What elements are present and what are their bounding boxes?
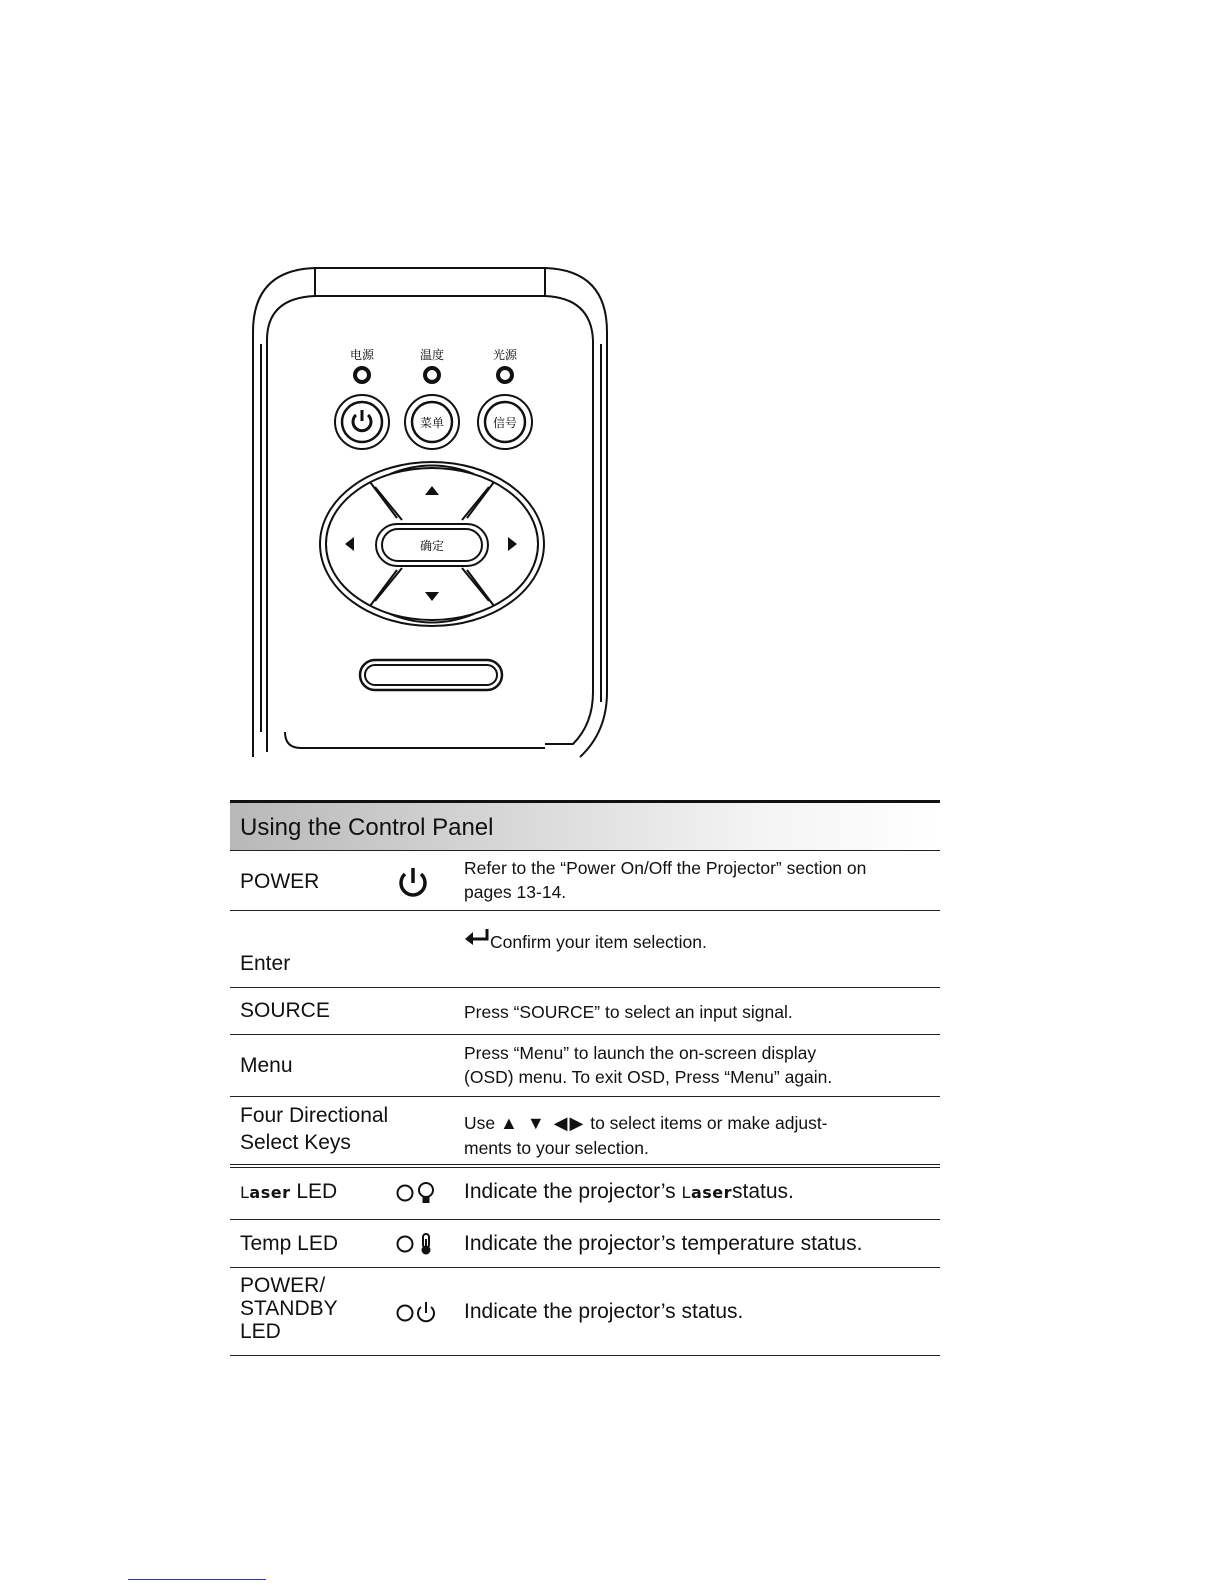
power-icon xyxy=(395,865,431,901)
row-label-word: aser xyxy=(249,1183,291,1202)
row-desc-prefix: Indicate the projector’s xyxy=(464,1180,682,1203)
row-label: Four Directional xyxy=(240,1104,389,1127)
row-desc-prefix: Use xyxy=(464,1113,496,1133)
source-button-label: 信号 xyxy=(492,416,518,430)
row-label: Enter xyxy=(240,952,291,975)
row-label: Menu xyxy=(240,1054,293,1077)
menu-button-label: 菜单 xyxy=(419,416,445,430)
lamp-led-icon xyxy=(395,1180,439,1206)
row-label-initial: L xyxy=(240,1183,250,1202)
enter-button-label: 确定 xyxy=(419,539,445,553)
power-button[interactable] xyxy=(335,395,389,449)
row-desc: Indicate the projector’s temperature status. xyxy=(464,1232,863,1255)
led-label-power: 电源 xyxy=(349,348,375,362)
table-row-enter xyxy=(230,910,940,987)
temp-led xyxy=(425,368,439,382)
row-label: SOURCE xyxy=(240,999,330,1022)
control-panel-table xyxy=(230,800,940,1356)
row-desc: Confirm your item selection. xyxy=(490,932,707,952)
power-led xyxy=(355,368,369,382)
row-label: Temp LED xyxy=(240,1232,339,1255)
table-row-power xyxy=(230,850,940,910)
row-desc: Refer to the “Power On/Off the Projector” section on xyxy=(464,858,867,878)
enter-button[interactable] xyxy=(376,524,488,566)
row-desc-word: aser xyxy=(690,1183,733,1202)
row-desc: Press “SOURCE” to select an input signal. xyxy=(464,1002,793,1022)
temp-led-icon xyxy=(395,1231,439,1257)
row-desc: Press “Menu” to launch the on-screen display xyxy=(464,1043,817,1063)
row-label-suffix: LED xyxy=(290,1180,338,1203)
arrow-keys-icon: ▲ ▼ ◀▶ xyxy=(500,1113,586,1133)
row-desc-initial: L xyxy=(681,1183,691,1202)
row-desc-line2: pages 13-14. xyxy=(464,882,567,902)
bottom-slot xyxy=(360,660,502,690)
row-label-line2: STANDBY xyxy=(240,1297,338,1320)
control-panel-illustration xyxy=(245,262,615,762)
footer-link-underline xyxy=(128,1579,266,1580)
row-desc: Indicate the projector’s status. xyxy=(464,1300,744,1323)
row-desc: to select items or make adjust- xyxy=(590,1113,828,1133)
row-desc-line2: (OSD) menu. To exit OSD, Press “Menu” again. xyxy=(464,1067,833,1087)
enter-arrow-icon xyxy=(464,928,490,946)
dpad-up-button[interactable] xyxy=(425,486,439,495)
dpad-right-button[interactable] xyxy=(508,537,517,551)
table-row-menu xyxy=(230,1034,940,1096)
power-led-icon xyxy=(395,1300,439,1326)
source-button[interactable] xyxy=(478,395,532,449)
row-desc-line2: ments to your selection. xyxy=(464,1138,649,1158)
led-label-temp: 温度 xyxy=(419,348,445,362)
table-row-directional xyxy=(230,1096,940,1164)
menu-button[interactable] xyxy=(405,395,459,449)
table-row-power-standby-led xyxy=(230,1267,940,1356)
light-led xyxy=(498,368,512,382)
table-row-source xyxy=(230,987,940,1034)
table-row-temp-led xyxy=(230,1219,940,1267)
table-title: Using the Control Panel xyxy=(230,800,940,850)
row-label: POWER xyxy=(240,870,320,893)
row-label-line2: Select Keys xyxy=(240,1131,351,1154)
dpad-down-button[interactable] xyxy=(425,592,439,601)
row-label: POWER/ xyxy=(240,1274,326,1297)
row-desc: status. xyxy=(732,1180,794,1203)
dpad-left-button[interactable] xyxy=(345,537,354,551)
row-label-line3: LED xyxy=(240,1320,281,1343)
table-row-laser-led xyxy=(230,1164,940,1219)
led-label-light: 光源 xyxy=(492,348,518,362)
